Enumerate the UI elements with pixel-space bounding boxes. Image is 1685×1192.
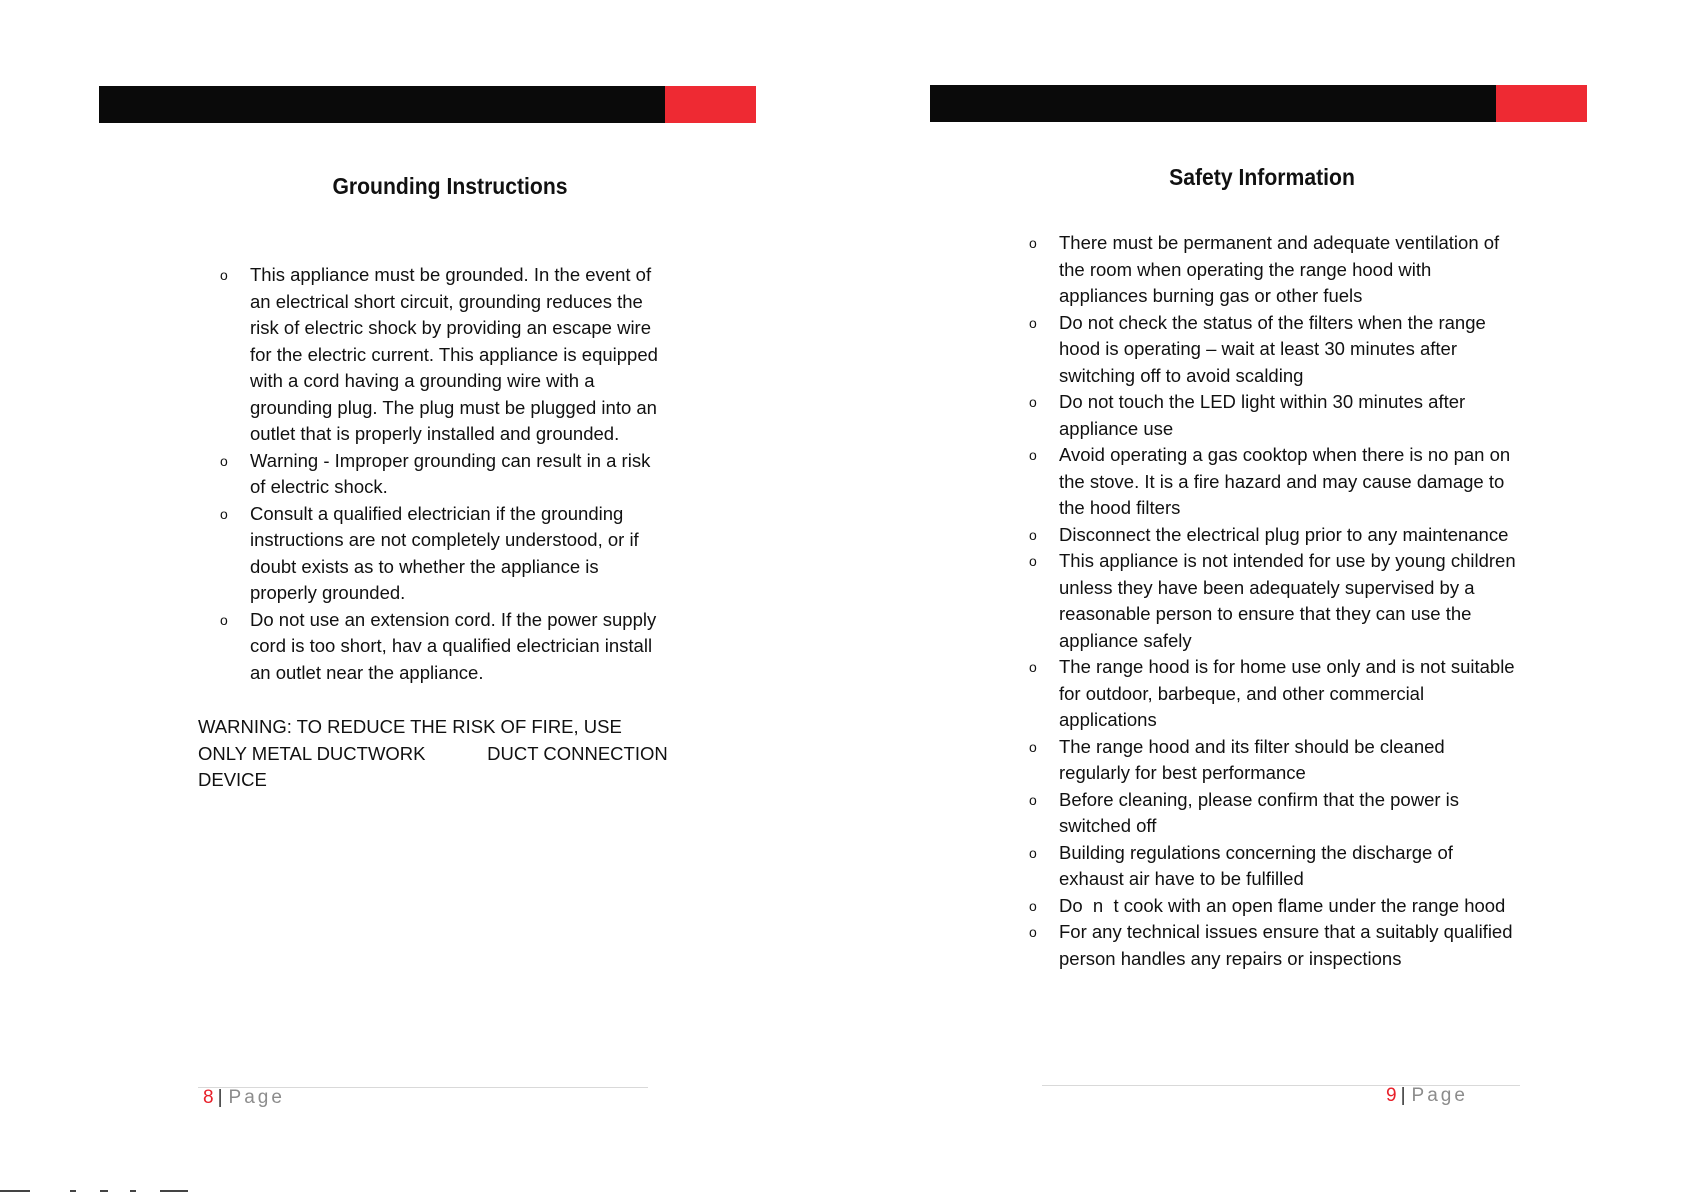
header-bar-black: [99, 86, 665, 123]
list-item: [1029, 522, 1519, 549]
fire-warning: [198, 714, 718, 794]
bullet-icon: o: [220, 505, 228, 522]
page-word: Page: [228, 1087, 285, 1108]
footer-separator: |: [1400, 1085, 1406, 1106]
bullet-icon: o: [1029, 659, 1037, 675]
bullet-icon: o: [1029, 235, 1037, 251]
bullet-icon: o: [220, 452, 228, 469]
bullet-text: Do not touch the LED light within 30 minutes after appliance use: [1059, 391, 1466, 439]
bullet-icon: o: [1029, 897, 1037, 914]
header-bar-red: [665, 86, 756, 123]
bullet-icon: o: [220, 267, 228, 283]
bullet-icon: o: [1029, 791, 1037, 808]
bullet-icon: o: [1029, 314, 1037, 331]
bullet-icon: o: [1029, 738, 1037, 755]
list-item: [1029, 840, 1519, 893]
bullet-icon: o: [1029, 924, 1037, 940]
page-number: 9: [1386, 1085, 1397, 1106]
bullet-text: Disconnect the electrical plug prior to any maintenance: [1059, 523, 1509, 545]
bullet-text: The range hood and its filter should be cleaned regularly for best performance: [1059, 735, 1445, 783]
page-word: Page: [1411, 1085, 1468, 1106]
list-item: [1029, 230, 1519, 310]
bullet-text: Consult a qualified electrician if the grounding instructions are not completely understood, or if doubt exists as to whether the appliance is properly grounded.: [250, 502, 639, 603]
page-title: Safety Information: [1169, 164, 1355, 190]
bullet-text: Warning - Improper grounding can result in a risk of electric shock.: [250, 449, 651, 497]
page-footer: [203, 1087, 285, 1109]
list-item: [220, 262, 660, 448]
warning-line: DEVICE: [198, 769, 267, 790]
safety-bullet-list: [1029, 230, 1519, 972]
list-item: [220, 607, 660, 687]
list-item: [1029, 548, 1519, 654]
bullet-icon: o: [1029, 394, 1037, 410]
warning-line: WARNING: TO REDUCE THE RISK OF FIRE, USE: [198, 716, 622, 737]
bullet-text: The range hood is for home use only and is not suitable for outdoor, barbeque, and other commercial applications: [1059, 656, 1515, 730]
header-bar-red: [1496, 85, 1587, 122]
bullet-text: Do n t cook with an open flame under the range hood: [1059, 894, 1506, 916]
list-item: [220, 501, 660, 607]
crop-marks: [0, 1186, 220, 1192]
bullet-text: This appliance is not intended for use by young children unless they have been adequately supervised by a reasonable person to ensure that they can use the appliance safely: [1059, 550, 1516, 651]
bullet-icon: o: [1029, 553, 1037, 569]
bullet-icon: o: [1029, 526, 1037, 543]
header-bar: [99, 86, 756, 123]
footer-separator: |: [217, 1087, 223, 1108]
list-item: [1029, 893, 1519, 920]
page-title: Grounding Instructions: [332, 173, 568, 199]
header-bar-black: [930, 85, 1496, 122]
list-item: [1029, 442, 1519, 522]
bullet-text: Building regulations concerning the discharge of exhaust air have to be fulfilled: [1059, 841, 1453, 889]
list-item: [220, 448, 660, 501]
list-item: [1029, 654, 1519, 734]
page-number: 8: [203, 1087, 214, 1108]
bullet-text: Do not use an extension cord. If the power supply cord is too short, hav a qualified electrician install an outlet near the appliance.: [250, 608, 657, 683]
list-item: [1029, 310, 1519, 390]
header-bar: [930, 85, 1587, 122]
bullet-icon: o: [1029, 447, 1037, 463]
list-item: [1029, 734, 1519, 787]
warning-line: ONLY METAL DUCTWORK DUCT CONNECTION: [198, 742, 668, 764]
grounding-bullet-list: [220, 262, 660, 686]
page-footer: [1386, 1085, 1468, 1107]
bullet-icon: o: [220, 611, 228, 628]
bullet-icon: o: [1029, 844, 1037, 861]
bullet-text: Before cleaning, please confirm that the power is switched off: [1059, 788, 1460, 836]
bullet-text: Avoid operating a gas cooktop when there is no pan on the stove. It is a fire hazard and may cause damage to the hood filters: [1059, 444, 1511, 518]
bullet-text: This appliance must be grounded. In the event of an electrical short circuit, grounding reduces the risk of electric shock by providing an escape wire for the electric current. This appliance is equipped with a cord having a grounding wire with a grounding plug. The plug must be plugged into an outlet that is properly installed and grounded.: [250, 264, 658, 444]
list-item: [1029, 389, 1519, 442]
list-item: [1029, 787, 1519, 840]
bullet-text: For any technical issues ensure that a suitably qualified person handles any repairs or inspections: [1059, 921, 1513, 969]
bullet-text: There must be permanent and adequate ventilation of the room when operating the range hood with appliances burning gas or other fuels: [1059, 232, 1500, 306]
bullet-text: Do not check the status of the filters when the range hood is operating – wait at least 30 minutes after switching off to avoid scalding: [1059, 311, 1486, 386]
page-9: [842, 0, 1685, 1192]
page-8: [0, 0, 842, 1192]
list-item: [1029, 919, 1519, 972]
